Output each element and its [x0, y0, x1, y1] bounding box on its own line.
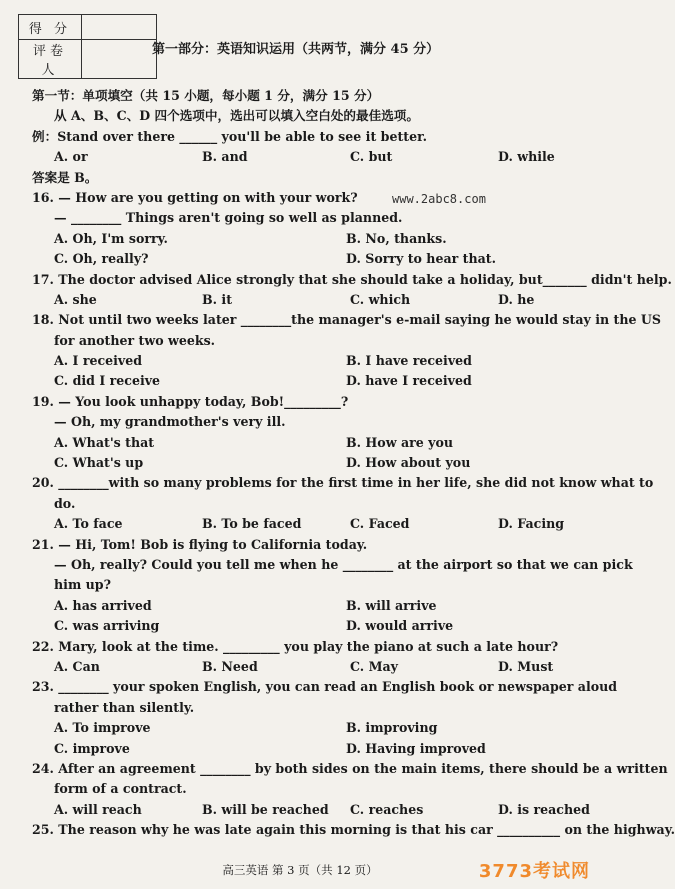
- option: B. and: [202, 149, 248, 165]
- option: B. To be faced: [202, 516, 302, 532]
- question-options: [32, 229, 592, 249]
- question-stem: 21. — Hi, Tom! Bob is flying to California today.: [32, 536, 368, 552]
- question-options: [32, 249, 592, 269]
- question-stem: 25. The reason why he was late again this morning is that his car __________ on the highway.: [32, 822, 675, 838]
- option: D. Sorry to hear that.: [346, 251, 496, 267]
- question-options: [32, 453, 592, 473]
- option: B. I have received: [346, 353, 472, 369]
- part-title: 第一部分：英语知识运用（共两节，满分 45 分）: [152, 42, 440, 57]
- score-box: [18, 14, 157, 79]
- option: D. Having improved: [346, 740, 486, 756]
- question-stem: 17. The doctor advised Alice strongly that she should take a holiday, but_______ didn't help.: [32, 271, 672, 287]
- option: C. What's up: [54, 455, 144, 471]
- option: B. improving: [346, 720, 438, 736]
- page-footer: 高三英语 第 3 页（共 12 页）: [222, 863, 378, 877]
- question-stem: him up?: [54, 577, 111, 593]
- question-stem: 22. Mary, look at the time. _________ you play the piano at such a late hour?: [32, 638, 559, 654]
- option: A. or: [54, 149, 88, 165]
- example-answer: 答案是 B。: [32, 169, 98, 185]
- question-options: [32, 718, 592, 738]
- option: A. To face: [54, 516, 123, 532]
- question-options: [32, 739, 592, 759]
- option: A. will reach: [54, 801, 142, 817]
- question-stem: — Oh, my grandmother's very ill.: [54, 414, 286, 430]
- score-cell: [82, 15, 157, 40]
- option: C. reaches: [350, 801, 424, 817]
- question-stem: form of a contract.: [54, 781, 187, 797]
- section-title: 第一节：单项填空（共 15 小题，每小题 1 分，满分 15 分）: [32, 88, 380, 103]
- option: C. but: [350, 149, 393, 165]
- question-stem: 24. After an agreement ________ by both sides on the main items, there should be a written: [32, 760, 668, 776]
- site-watermark: 3773考试网: [478, 861, 590, 882]
- question-stem: do.: [54, 495, 76, 511]
- question-stem: 16. — How are you getting on with your work?: [32, 189, 358, 205]
- grader-label: 评卷人: [19, 40, 82, 79]
- question-options: [32, 596, 592, 616]
- option: A. I received: [54, 353, 143, 369]
- question-stem: 19. — You look unhappy today, Bob!_________?: [32, 393, 349, 409]
- option: D. have I received: [346, 373, 472, 389]
- example-options: [32, 147, 592, 167]
- option: A. she: [54, 291, 97, 307]
- question-stem: 18. Not until two weeks later ________the manager's e-mail saying he would stay in the US: [32, 312, 661, 328]
- option: D. Must: [498, 658, 554, 674]
- question-options: [32, 371, 592, 391]
- option: C. did I receive: [54, 373, 161, 389]
- option: A. Oh, I'm sorry.: [54, 230, 168, 246]
- option: D. How about you: [346, 455, 471, 471]
- option: D. while: [498, 149, 555, 165]
- section-instruction: 从 A、B、C、D 四个选项中，选出可以填入空白处的最佳选项。: [54, 108, 419, 124]
- question-stem: for another two weeks.: [54, 332, 216, 348]
- option: A. Can: [54, 658, 100, 674]
- question-options: [32, 657, 592, 677]
- option: C. Oh, really?: [54, 251, 149, 267]
- score-label: 得 分: [19, 15, 82, 40]
- question-options: [32, 616, 592, 636]
- option: A. has arrived: [54, 597, 152, 613]
- question-options: [32, 514, 592, 534]
- question-content: [32, 86, 675, 840]
- option: B. will arrive: [346, 597, 437, 613]
- option: A. What's that: [54, 434, 155, 450]
- grader-cell: [82, 40, 157, 79]
- option: B. Need: [202, 658, 258, 674]
- option: A. To improve: [54, 720, 151, 736]
- option: B. it: [202, 291, 233, 307]
- question-stem: rather than silently.: [54, 699, 195, 715]
- example-stem: 例：Stand over there ______ you'll be able to see it better.: [32, 128, 427, 144]
- question-options: [32, 351, 592, 371]
- question-stem: — Oh, really? Could you tell me when he ________ at the airport so that we can pick: [54, 556, 633, 572]
- option: D. would arrive: [346, 618, 454, 634]
- question-options: [32, 433, 592, 453]
- url-watermark: www.2abc8.com: [392, 192, 486, 206]
- question-options: [32, 290, 592, 310]
- option: C. improve: [54, 740, 130, 756]
- option: B. How are you: [346, 434, 454, 450]
- question-stem: 23. ________ your spoken English, you can read an English book or newspaper aloud: [32, 679, 618, 695]
- option: B. will be reached: [202, 801, 329, 817]
- option: D. Facing: [498, 516, 565, 532]
- question-stem: 20. ________with so many problems for the first time in her life, she did not know what to: [32, 475, 654, 491]
- option: B. No, thanks.: [346, 230, 447, 246]
- option: C. which: [350, 291, 411, 307]
- option: D. he: [498, 291, 535, 307]
- option: D. is reached: [498, 801, 590, 817]
- question-options: [32, 800, 592, 820]
- option: C. Faced: [350, 516, 410, 532]
- option: C. was arriving: [54, 618, 160, 634]
- question-stem: — ________ Things aren't going so well as planned.: [54, 210, 403, 226]
- option: C. May: [350, 658, 398, 674]
